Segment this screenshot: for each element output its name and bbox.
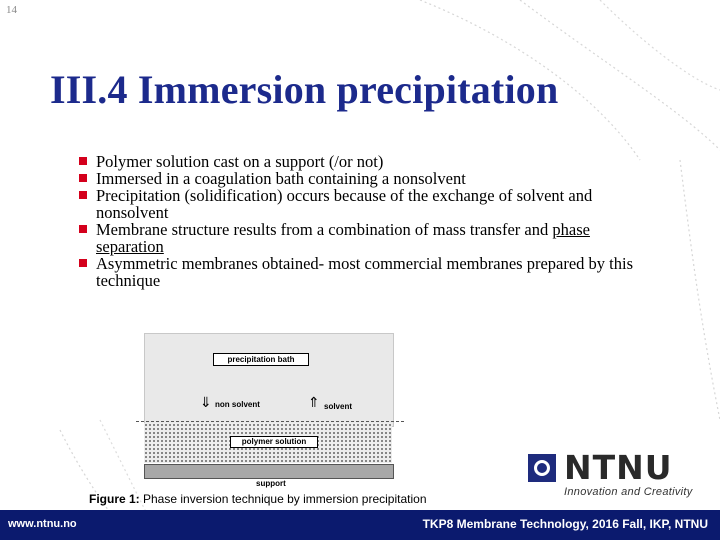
bullet-item	[79, 255, 639, 289]
footer-url-link[interactable]: www.ntnu.no	[8, 518, 77, 530]
bullet-square-icon	[79, 191, 87, 199]
ntnu-logo-mark-icon	[528, 454, 556, 482]
bullet-square-icon	[79, 259, 87, 267]
bullet-list	[79, 153, 639, 289]
bullet-text: Polymer solution cast on a support (/or not)	[96, 152, 384, 171]
footer-course-text: TKP8 Membrane Technology, 2016 Fall, IKP, NTNU	[422, 517, 708, 531]
down-arrow-icon: ⇓	[200, 395, 212, 411]
slide-number: 14	[6, 4, 17, 16]
bullet-text: Precipitation (solidification) occurs because of the exchange of solvent and nonsolvent	[96, 186, 593, 222]
ntnu-tagline: Innovation and Creativity	[564, 486, 693, 498]
ntnu-logo	[528, 448, 698, 504]
phase-separation-link[interactable]: phase separation	[96, 220, 590, 256]
bath-region	[144, 333, 394, 427]
footer-bar	[0, 510, 720, 540]
bullet-item	[79, 170, 639, 187]
up-arrow-icon: ⇑	[308, 395, 320, 411]
precipitation-bath-label: precipitation bath	[213, 353, 309, 366]
bullet-item	[79, 221, 639, 255]
bullet-square-icon	[79, 174, 87, 182]
bullet-item	[79, 153, 639, 170]
bullet-text: Membrane structure results from a combination of mass transfer and	[96, 220, 553, 239]
bullet-text: Immersed in a coagulation bath containing a nonsolvent	[96, 169, 466, 188]
nonsolvent-label: non solvent	[215, 400, 260, 409]
support-layer	[144, 464, 394, 479]
figure-caption-prefix: Figure 1:	[89, 492, 140, 506]
support-label: support	[256, 479, 286, 488]
bullet-square-icon	[79, 225, 87, 233]
solvent-label: solvent	[324, 402, 353, 411]
figure-caption	[89, 492, 427, 506]
bullet-item	[79, 187, 639, 221]
slide-title: III.4 Immersion precipitation	[50, 67, 559, 112]
phase-inversion-figure	[88, 333, 468, 511]
figure-caption-text: Phase inversion technique by immersion precipitation	[139, 492, 427, 506]
polymer-solution-label: polymer solution	[230, 436, 318, 448]
bullet-text: Asymmetric membranes obtained- most commercial membranes prepared by this technique	[96, 254, 633, 290]
bullet-square-icon	[79, 157, 87, 165]
interface-dashed-line	[136, 421, 404, 422]
ntnu-wordmark: NTNU	[564, 448, 673, 487]
